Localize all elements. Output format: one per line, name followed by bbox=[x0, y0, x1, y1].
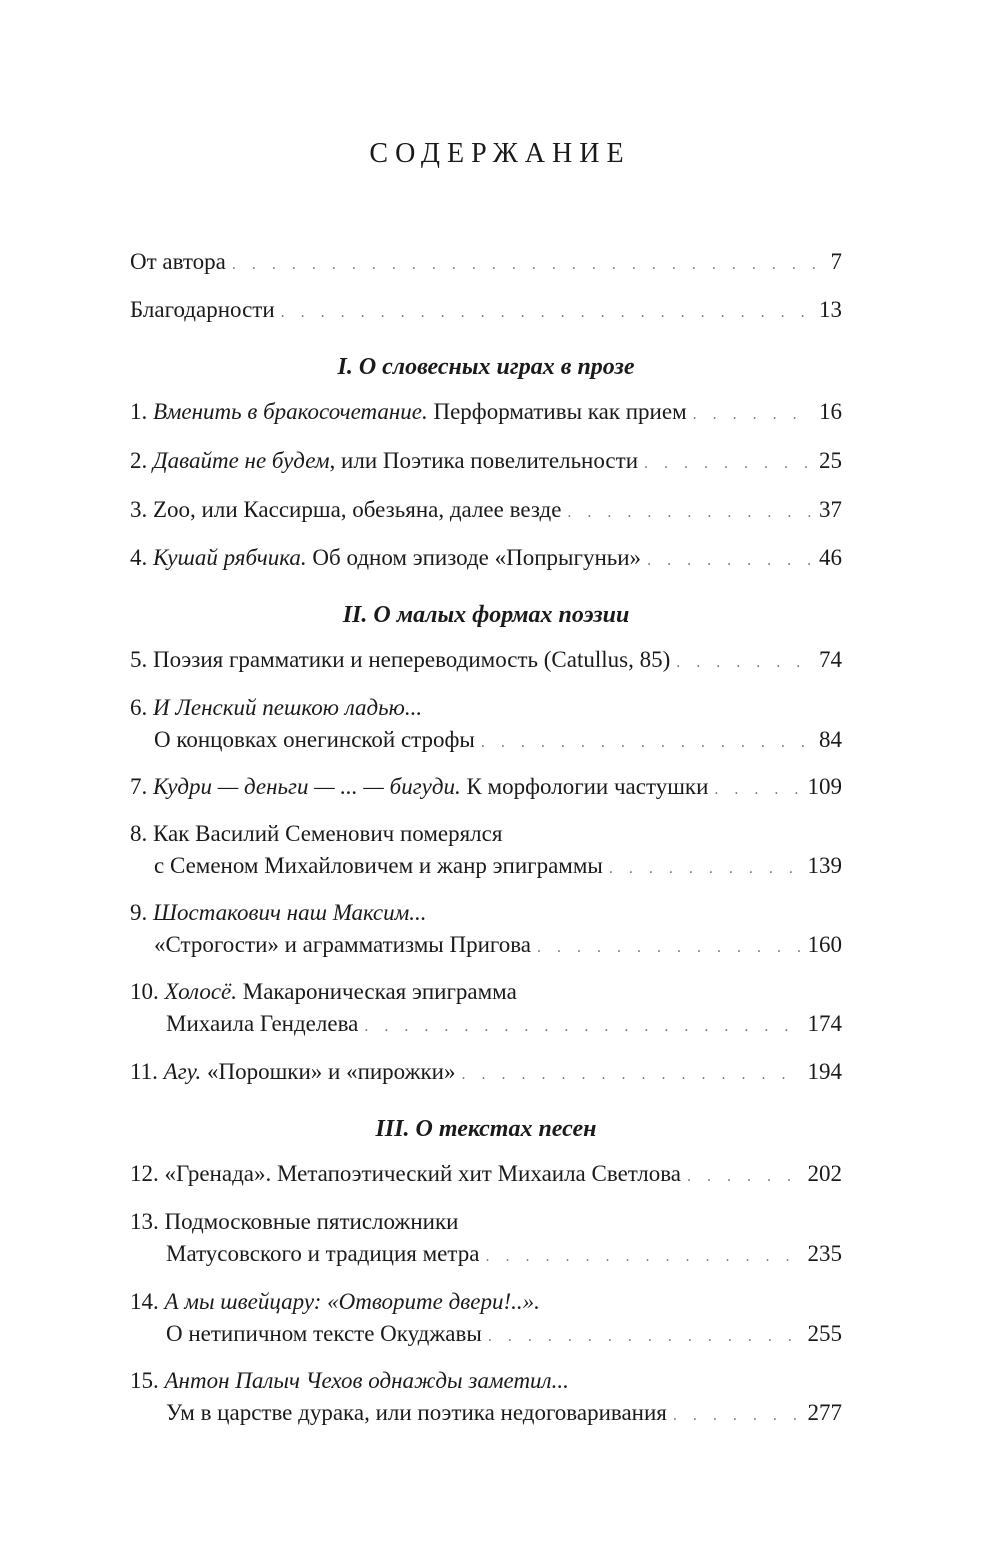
toc-entry-12[interactable] bbox=[130, 1158, 842, 1190]
toc-entry-subtitle: Матусовского и традиция метра bbox=[166, 1241, 480, 1266]
toc-entry-4[interactable] bbox=[130, 542, 842, 574]
toc-entry-15[interactable] bbox=[130, 1365, 842, 1429]
toc-entry-number: 11. bbox=[130, 1059, 158, 1084]
toc-entry-13[interactable] bbox=[130, 1206, 842, 1270]
toc-entry-italic-title: Холосё. bbox=[164, 979, 237, 1004]
toc-entry-9[interactable] bbox=[130, 897, 842, 961]
leader-dots bbox=[714, 774, 801, 806]
toc-entry-author-note[interactable] bbox=[130, 246, 842, 278]
toc-entry-3[interactable] bbox=[130, 494, 842, 526]
toc-entry-number: 15. bbox=[130, 1368, 159, 1393]
toc-entry-italic-title: Агу. bbox=[163, 1059, 202, 1084]
toc-entry-page: 174 bbox=[807, 1011, 842, 1036]
leader-dots bbox=[644, 448, 813, 480]
toc-entry-page: 7 bbox=[830, 249, 842, 274]
toc-entry-subtitle: Ум в царстве дурака, или поэтика недоговаривания bbox=[166, 1400, 667, 1425]
toc-entry-8[interactable] bbox=[130, 818, 842, 882]
toc-entry-number: 3. bbox=[130, 497, 148, 522]
toc-entry-subtitle: с Семеном Михайловичем и жанр эпиграммы bbox=[154, 853, 603, 878]
toc-entry-14[interactable] bbox=[130, 1286, 842, 1350]
toc-entry-number: 10. bbox=[130, 979, 159, 1004]
toc-entry-title: Zoo, или Кассирша, обезьяна, далее везде bbox=[147, 497, 562, 522]
toc-entry-page: 109 bbox=[807, 774, 842, 799]
toc-entry-italic-title: Кушай рябчика. bbox=[153, 545, 307, 570]
toc-entry-title: Благодарности bbox=[130, 297, 275, 322]
toc-entry-number: 5. bbox=[130, 647, 148, 672]
toc-entry-page: 255 bbox=[807, 1321, 842, 1346]
toc-entry-italic-title: А мы швейцару: «Отворите двери!..». bbox=[164, 1289, 540, 1314]
toc-entry-number: 13. bbox=[130, 1209, 159, 1234]
toc-entry-title: Подмосковные пятисложники bbox=[164, 1209, 459, 1234]
leader-dots bbox=[647, 545, 813, 577]
section-heading-2: II. О малых формах поэзии bbox=[342, 602, 630, 628]
toc-entry-7[interactable] bbox=[130, 771, 842, 803]
toc-entry-page: 277 bbox=[807, 1400, 842, 1425]
toc-entry-11[interactable] bbox=[130, 1056, 842, 1088]
toc-entry-page: 74 bbox=[819, 647, 842, 672]
toc-entry-number: 1. bbox=[130, 399, 148, 424]
section-heading-1: I. О словесных играх в прозе bbox=[337, 354, 635, 380]
toc-entry-number: 7. bbox=[130, 774, 148, 799]
leader-dots bbox=[461, 1059, 801, 1091]
toc-entry-page: 84 bbox=[819, 727, 842, 752]
toc-entry-page: 16 bbox=[819, 399, 842, 424]
toc-entry-page: 235 bbox=[807, 1241, 842, 1266]
toc-entry-number: 2. bbox=[130, 448, 148, 473]
toc-entry-subtitle: Михаила Генделева bbox=[166, 1011, 359, 1036]
leader-dots bbox=[232, 249, 825, 281]
toc-entry-page: 139 bbox=[807, 853, 842, 878]
toc-entry-number: 8. bbox=[130, 821, 148, 846]
toc-entry-acknowledgements[interactable] bbox=[130, 294, 842, 326]
toc-entry-number: 4. bbox=[130, 545, 148, 570]
toc-entry-10[interactable] bbox=[130, 976, 842, 1040]
toc-entry-title: Перформативы как прием bbox=[427, 399, 687, 424]
toc-entry-page: 37 bbox=[819, 497, 842, 522]
toc-entry-italic-title: И Ленский пешкою ладью... bbox=[153, 695, 423, 720]
leader-dots bbox=[481, 727, 813, 759]
toc-entry-page: 202 bbox=[807, 1161, 842, 1186]
toc-entry-italic-title: Шостакович наш Максим... bbox=[153, 900, 427, 925]
leader-dots bbox=[609, 853, 802, 885]
page-title: СОДЕРЖАНИЕ bbox=[369, 138, 631, 169]
toc-entry-title: К морфологии частушки bbox=[460, 774, 709, 799]
toc-entry-title: , или Поэтика повелительности bbox=[329, 448, 639, 473]
toc-entry-page: 46 bbox=[819, 545, 842, 570]
toc-entry-subtitle: «Строгости» и аграмматизмы Пригова bbox=[154, 932, 532, 957]
toc-entry-2[interactable] bbox=[130, 445, 842, 477]
toc-entry-title: Как Василий Семенович померялся bbox=[153, 821, 503, 846]
toc-entry-title: «Порошки» и «пирожки» bbox=[201, 1059, 456, 1084]
toc-entry-title: Поэзия грамматики и непереводимость (Catullus, 85) bbox=[147, 647, 671, 672]
leader-dots bbox=[485, 1241, 801, 1273]
toc-entry-page: 25 bbox=[819, 448, 842, 473]
leader-dots bbox=[567, 497, 813, 529]
toc-entry-page: 194 bbox=[807, 1059, 842, 1084]
section-heading-3: III. О текстах песен bbox=[375, 1116, 597, 1142]
toc-entry-number: 12. bbox=[130, 1161, 159, 1186]
toc-entry-number: 6. bbox=[130, 695, 148, 720]
toc-entry-title: От автора bbox=[130, 249, 226, 274]
leader-dots bbox=[537, 932, 801, 964]
toc-entry-subtitle: О концовках онегинской строфы bbox=[154, 727, 475, 752]
toc-entry-italic-title: Кудри — деньги — ... — бигуди. bbox=[153, 774, 461, 799]
leader-dots bbox=[364, 1011, 801, 1043]
toc-entry-title: Об одном эпизоде «Попрыгуньи» bbox=[306, 545, 642, 570]
toc-entry-italic-title: Вменить в бракосочетание. bbox=[153, 399, 428, 424]
leader-dots bbox=[281, 297, 813, 329]
toc-entry-italic-title: Давайте не будем bbox=[153, 448, 330, 473]
leader-dots bbox=[676, 647, 813, 679]
leader-dots bbox=[687, 1161, 801, 1193]
leader-dots bbox=[693, 399, 813, 431]
toc-entry-number: 9. bbox=[130, 900, 148, 925]
toc-entry-title: Макароническая эпиграмма bbox=[237, 979, 517, 1004]
leader-dots bbox=[673, 1400, 802, 1432]
toc-entry-6[interactable] bbox=[130, 692, 842, 756]
toc-entry-1[interactable] bbox=[130, 396, 842, 428]
toc-entry-5[interactable] bbox=[130, 644, 842, 676]
toc-entry-page: 160 bbox=[807, 932, 842, 957]
leader-dots bbox=[488, 1321, 802, 1353]
toc-entry-italic-title: Антон Палыч Чехов однажды заметил... bbox=[164, 1368, 569, 1393]
toc-entry-page: 13 bbox=[819, 297, 842, 322]
toc-entry-number: 14. bbox=[130, 1289, 159, 1314]
toc-entry-title: «Гренада». Метапоэтический хит Михаила Светлова bbox=[158, 1161, 682, 1186]
toc-entry-subtitle: О нетипичном тексте Окуджавы bbox=[166, 1321, 482, 1346]
